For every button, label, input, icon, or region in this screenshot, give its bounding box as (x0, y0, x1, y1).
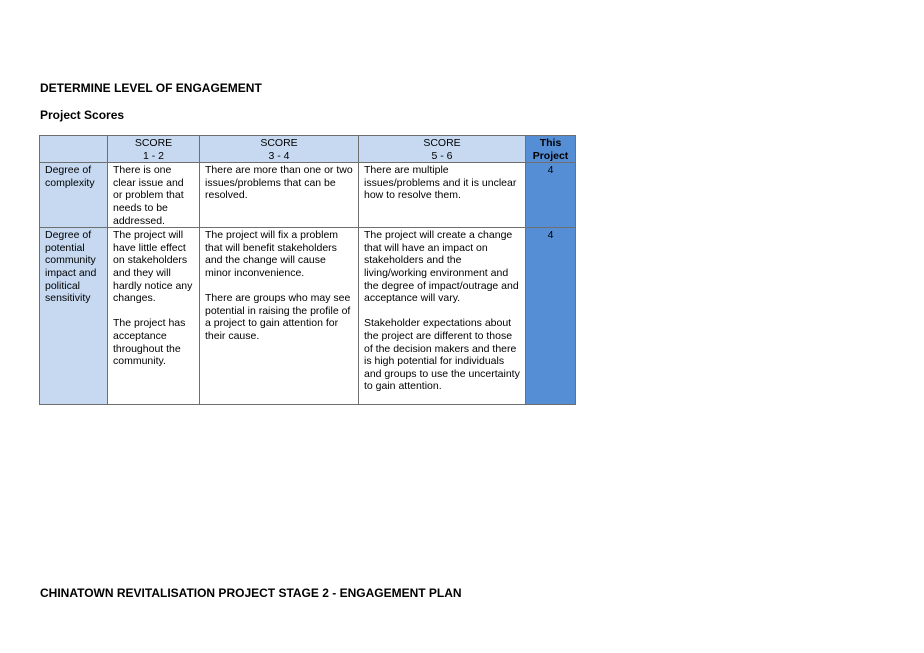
table-header-row (40, 136, 576, 163)
header-label: This (539, 137, 562, 149)
header-cell-score-3-4 (200, 136, 359, 163)
row-label-complexity: Degree of complexity (40, 163, 108, 228)
table-row (40, 228, 576, 405)
row-label-community-impact: Degree of potential community impact and political sensitivity (40, 228, 108, 405)
header-label: SCORE (134, 137, 173, 149)
cell-this-project-score: 4 (526, 163, 576, 228)
header-range: 3 - 4 (268, 149, 290, 162)
header-range: 5 - 6 (431, 149, 453, 162)
header-cell-score-1-2 (108, 136, 200, 163)
header-label: Project (532, 149, 569, 162)
project-scores-table (39, 135, 576, 405)
header-label: SCORE (423, 137, 461, 149)
document-footer: CHINATOWN REVITALISATION PROJECT STAGE 2 - ENGAGEMENT PLAN (40, 586, 462, 600)
cell-score-1-2: There is one clear issue and or problem that needs to be addressed. (108, 163, 200, 228)
cell-score-3-4: There are more than one or two issues/problems that can be resolved. (200, 163, 359, 228)
table-row (40, 163, 576, 228)
cell-score-1-2: The project will have little effect on stakeholders and they will hardly notice any changes. The project has acceptance throughout the community. (108, 228, 200, 405)
page-title: DETERMINE LEVEL OF ENGAGEMENT (40, 81, 262, 95)
cell-score-3-4: The project will fix a problem that will benefit stakeholders and the change will cause minor inconvenience. There are groups who may see potential in raising the profile of a project to gain attention for their cause. (200, 228, 359, 405)
cell-score-5-6: The project will create a change that will have an impact on stakeholders and the living/working environment and the degree of impact/outrage and acceptance will vary. Stakeholder expectations about the project are different to those of the decision makers and there is high potential for individuals and groups to use the uncertainty to gain attention. (359, 228, 526, 405)
header-cell-score-5-6 (359, 136, 526, 163)
header-cell-empty (40, 136, 108, 163)
cell-score-5-6: There are multiple issues/problems and it is unclear how to resolve them. (359, 163, 526, 228)
header-range: 1 - 2 (142, 149, 164, 162)
cell-this-project-score: 4 (526, 228, 576, 405)
header-cell-this-project (526, 136, 576, 163)
header-label: SCORE (260, 137, 298, 149)
section-title: Project Scores (40, 108, 125, 122)
